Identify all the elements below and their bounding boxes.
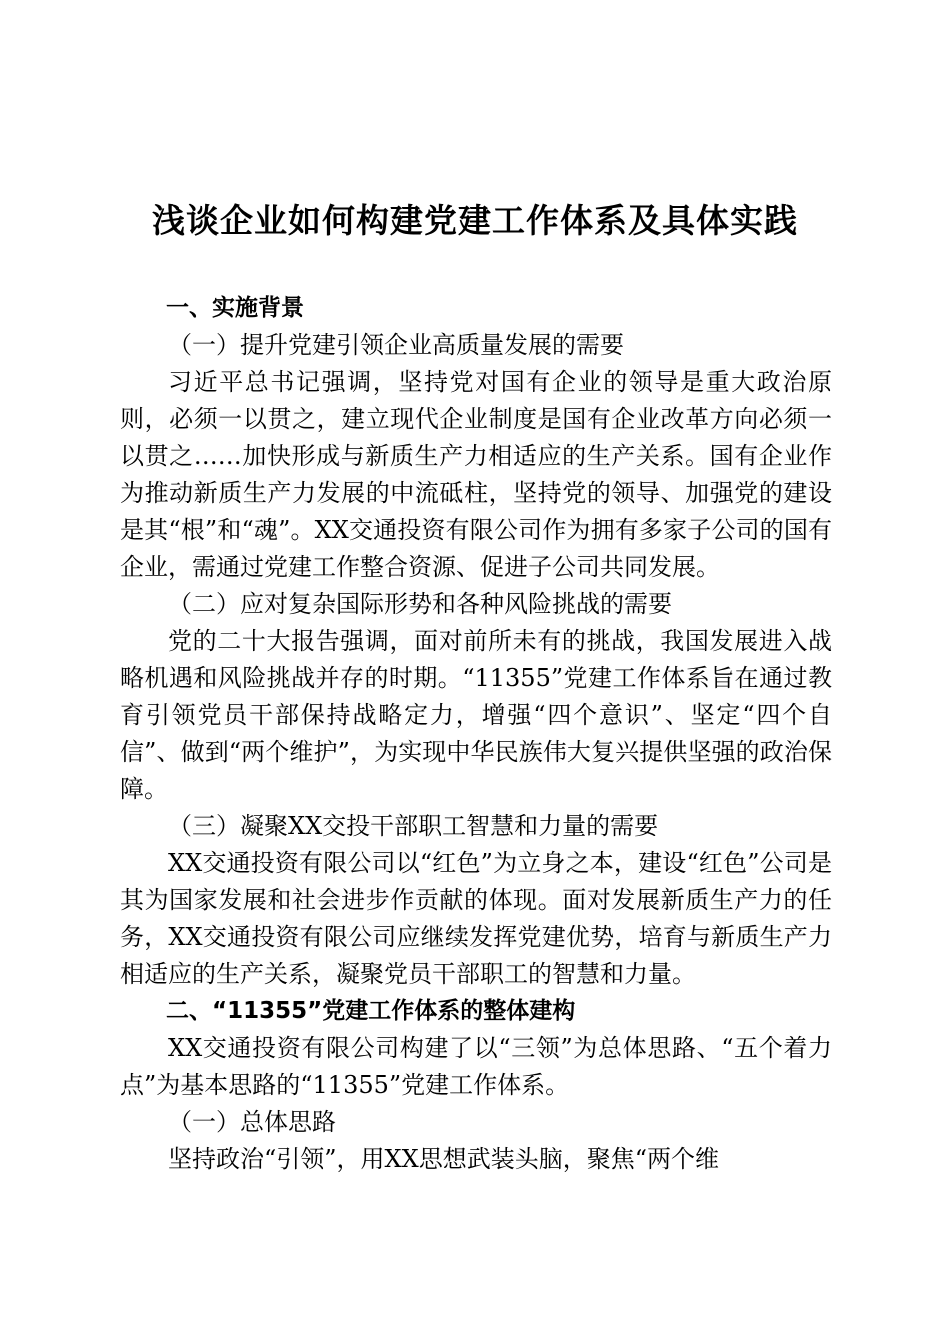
document-title: 浅谈企业如何构建党建工作体系及具体实践: [152, 201, 798, 240]
document-body: [120, 290, 832, 1178]
paragraph: 坚持政治“引领”，用XX思想武装头脑，聚焦“两个维: [168, 1145, 719, 1173]
section-heading: 一、实施背景: [166, 295, 304, 321]
paragraph: XX交通投资有限公司构建了以“三领”为总体思路、“五个着力点”为基本思路的“11355”党建工作体系。: [120, 1034, 832, 1099]
paragraph: 党的二十大报告强调，面对前所未有的挑战，我国发展进入战略机遇和风险挑战并存的时期。“11355”党建工作体系旨在通过教育引领党员干部保持战略定力，增强“四个意识”、坚定“四个自信”、做到“两个维护”，为实现中华民族伟大复兴提供坚强的政治保障。: [120, 627, 832, 803]
subsection-heading: （二）应对复杂国际形势和各种风险挑战的需要: [168, 590, 672, 618]
subsection-heading: （一）总体思路: [168, 1108, 336, 1136]
section-heading: 二、“11355”党建工作体系的整体建构: [166, 998, 576, 1024]
paragraph: 习近平总书记强调，坚持党对国有企业的领导是重大政治原则，必须一以贯之，建立现代企业制度是国有企业改革方向必须一以贯之……加快形成与新质生产力相适应的生产关系。国有企业作为推动新质生产力发展的中流砥柱，坚持党的领导、加强党的建设是其“根”和“魂”。XX交通投资有限公司作为拥有多家子公司的国有企业，需通过党建工作整合资源、促进子公司共同发展。: [120, 368, 832, 581]
paragraph: XX交通投资有限公司以“红色”为立身之本，建设“红色”公司是其为国家发展和社会进步作贡献的体现。面对发展新质生产力的任务，XX交通投资有限公司应继续发挥党建优势，培育与新质生产力相适应的生产关系，凝聚党员干部职工的智慧和力量。: [120, 849, 832, 988]
subsection-heading: （三）凝聚XX交投干部职工智慧和力量的需要: [168, 812, 659, 840]
subsection-heading: （一）提升党建引领企业高质量发展的需要: [168, 331, 624, 359]
